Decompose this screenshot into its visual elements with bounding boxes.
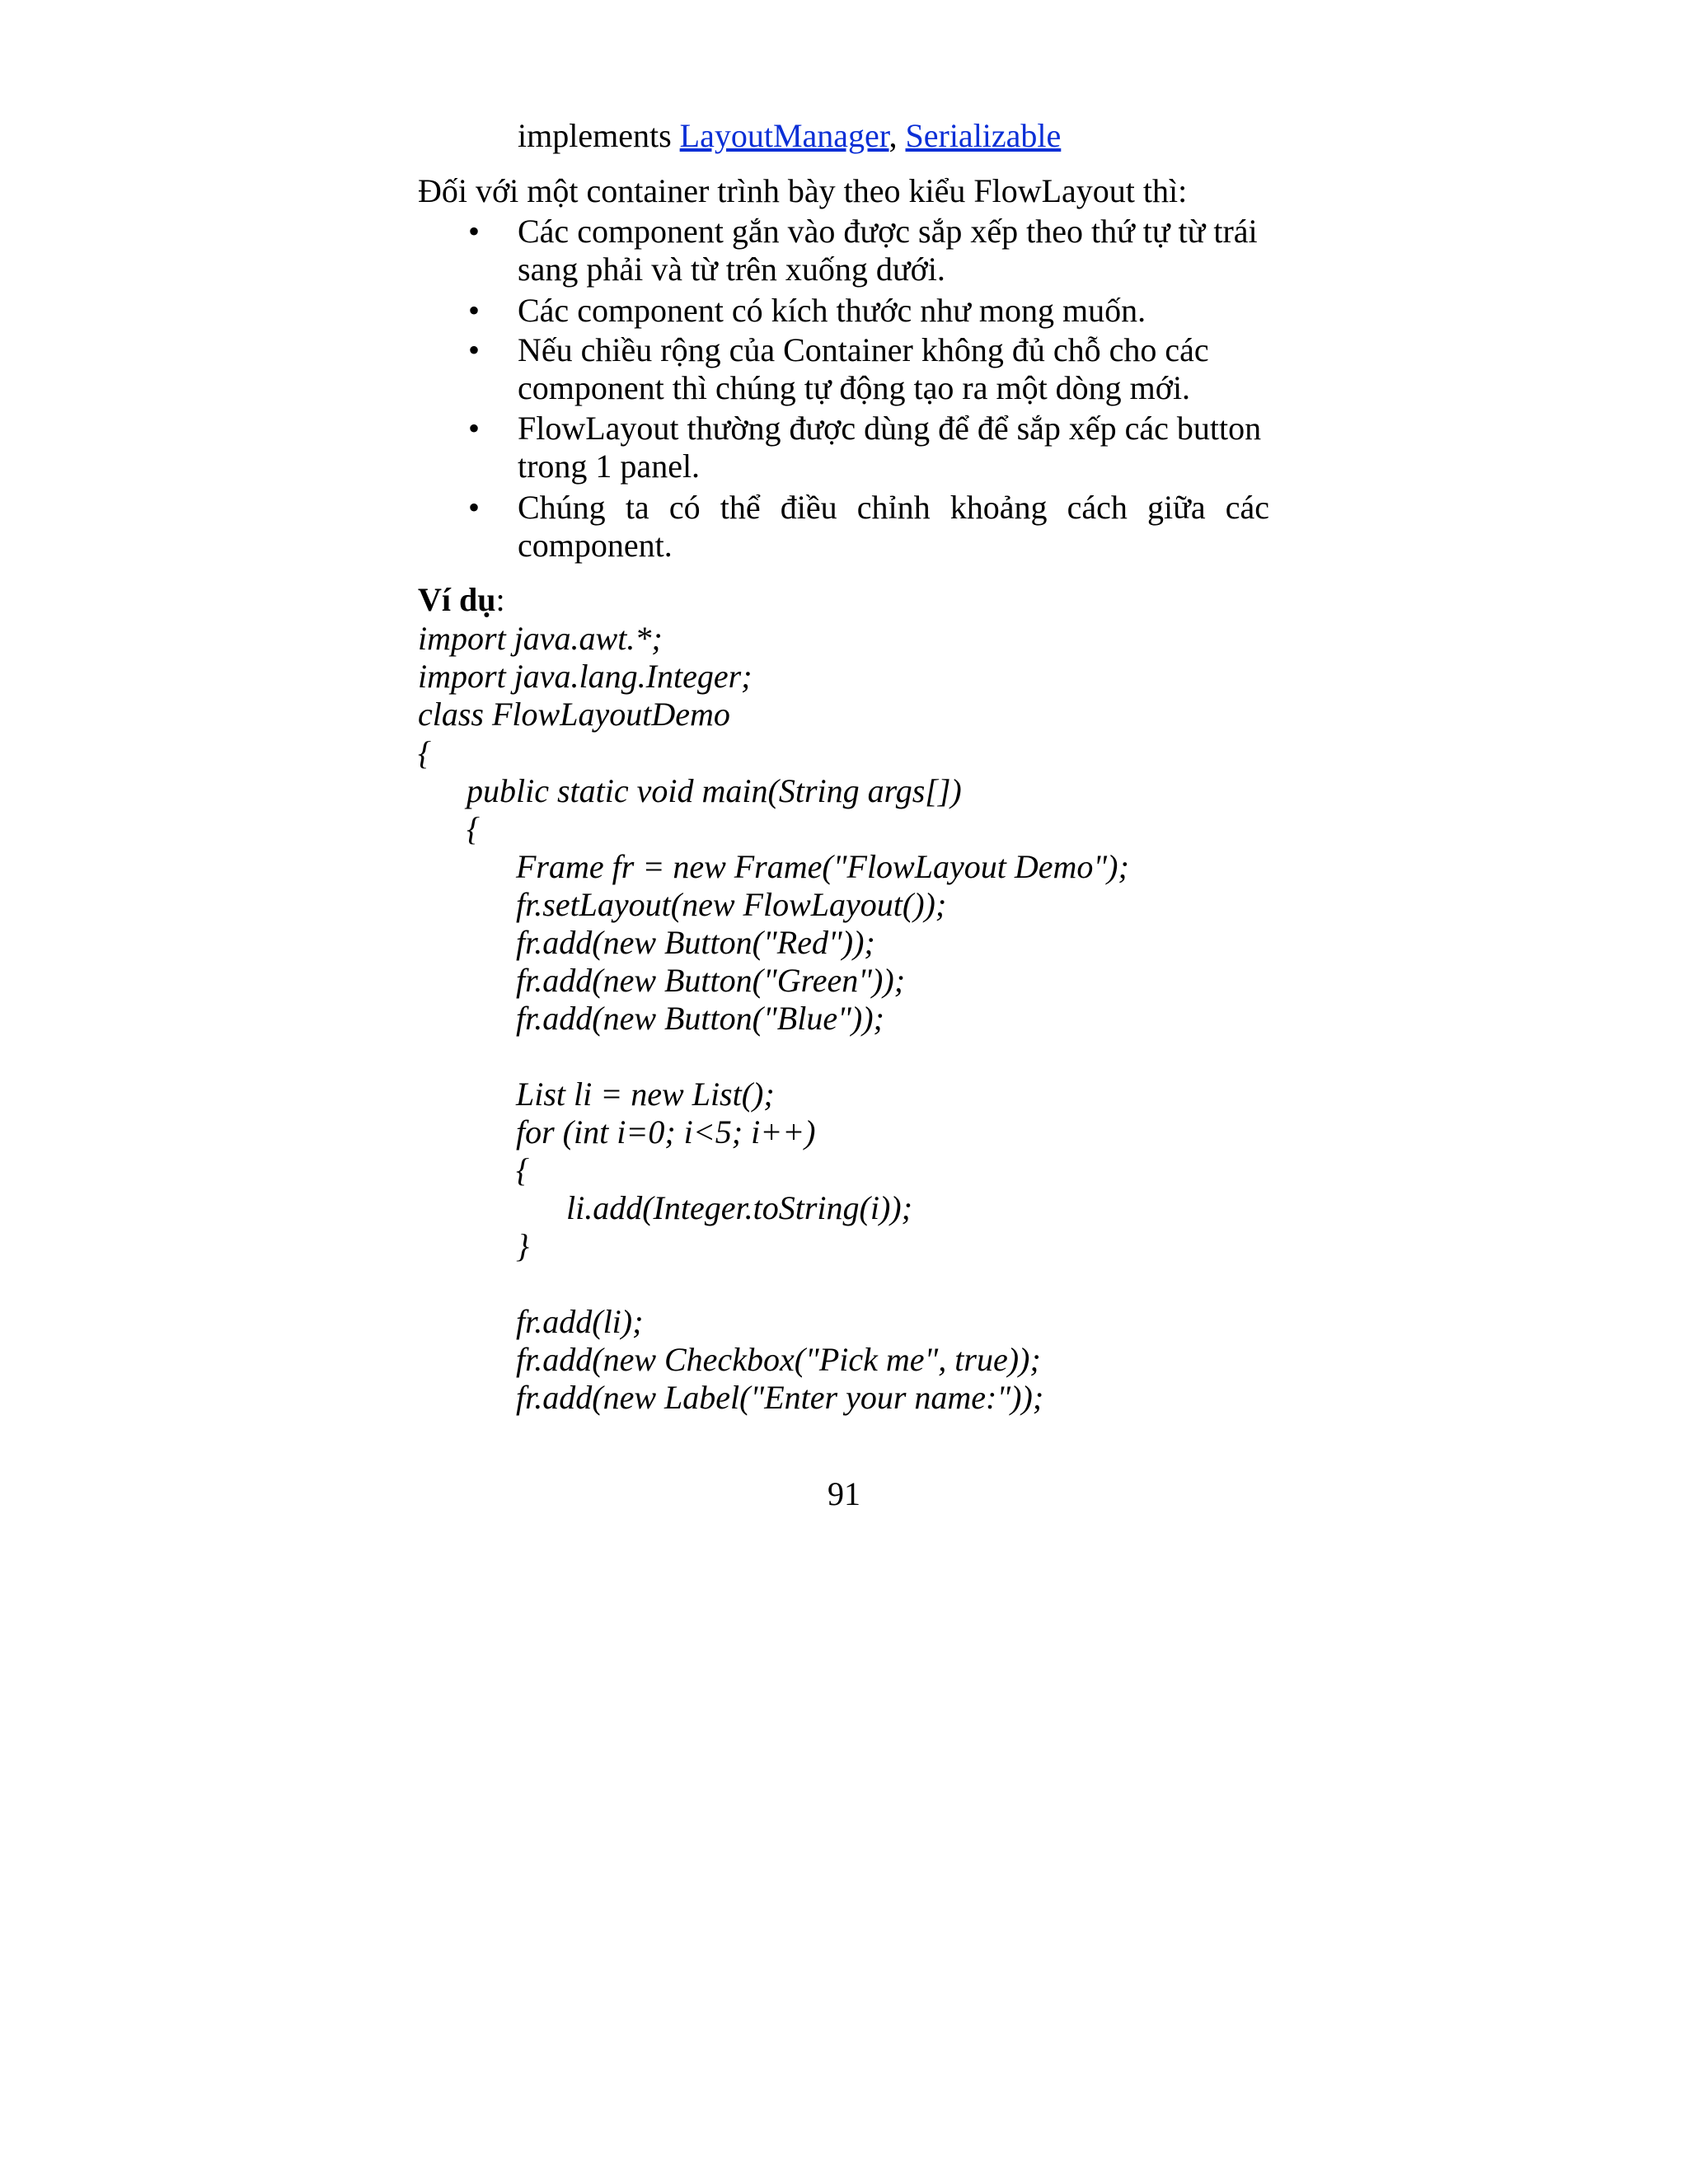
link-separator: , [889, 117, 906, 154]
code-line: class FlowLayoutDemo [418, 696, 730, 733]
code-line: fr.setLayout(new FlowLayout()); [516, 886, 947, 923]
code-line: Frame fr = new Frame("FlowLayout Demo"); [516, 848, 1129, 885]
bullet-4-line-2: trong 1 panel. [518, 448, 701, 485]
code-line: fr.add(new Label("Enter your name:")); [516, 1379, 1044, 1416]
page-number: 91 [828, 1475, 860, 1512]
example-heading [418, 581, 505, 619]
code-line: List li = new List(); [516, 1076, 775, 1113]
implements-line [518, 117, 1061, 155]
code-line: fr.add(new Button("Green")); [516, 962, 906, 999]
code-line: { [516, 1151, 529, 1188]
code-line: import java.lang.Integer; [418, 658, 753, 695]
bullet-dot: • [468, 213, 481, 250]
example-colon: : [495, 581, 505, 618]
code-line: fr.add(new Checkbox("Pick me", true)); [516, 1341, 1041, 1378]
intro-paragraph: Đối với một container trình bày theo kiểu FlowLayout thì: [418, 172, 1188, 209]
bullet-3-line-1: Nếu chiều rộng của Container không đủ chỗ cho các [518, 331, 1209, 368]
bullet-dot: • [468, 489, 481, 526]
layoutmanager-link[interactable]: LayoutManager [679, 117, 889, 154]
bullet-3-line-2: component thì chúng tự động tạo ra một dòng mới. [518, 369, 1191, 406]
implements-prefix: implements [518, 117, 680, 154]
bullet-4-line-1: FlowLayout thường được dùng để để sắp xếp các button [518, 410, 1262, 447]
code-line: import java.awt.*; [418, 620, 663, 657]
code-line: fr.add(new Button("Blue")); [516, 1000, 884, 1037]
code-line: fr.add(new Button("Red")); [516, 924, 875, 961]
code-line: li.add(Integer.toString(i)); [566, 1189, 912, 1226]
bullet-1-line-2: sang phải và từ trên xuống dưới. [518, 251, 945, 288]
bullet-5-line-2: component. [518, 527, 673, 564]
code-line: { [418, 734, 431, 771]
code-line: fr.add(li); [516, 1303, 644, 1340]
code-line: public static void main(String args[]) [467, 772, 962, 809]
bullet-1-line-1: Các component gắn vào được sắp xếp theo thứ tự từ trái [518, 213, 1258, 250]
bullet-dot: • [468, 410, 481, 447]
bullet-dot: • [468, 292, 481, 329]
serializable-link[interactable]: Serializable [905, 117, 1062, 154]
bullet-2-line-1: Các component có kích thước như mong muốn. [518, 292, 1146, 329]
bullet-dot: • [468, 331, 481, 368]
bullet-5-line-1: Chúng ta có thể điều chỉnh khoảng cách giữa các [518, 489, 1269, 526]
code-line: for (int i=0; i<5; i++) [516, 1113, 816, 1151]
example-label: Ví dụ [418, 581, 496, 618]
code-line: } [516, 1227, 529, 1264]
code-line: { [467, 810, 480, 847]
